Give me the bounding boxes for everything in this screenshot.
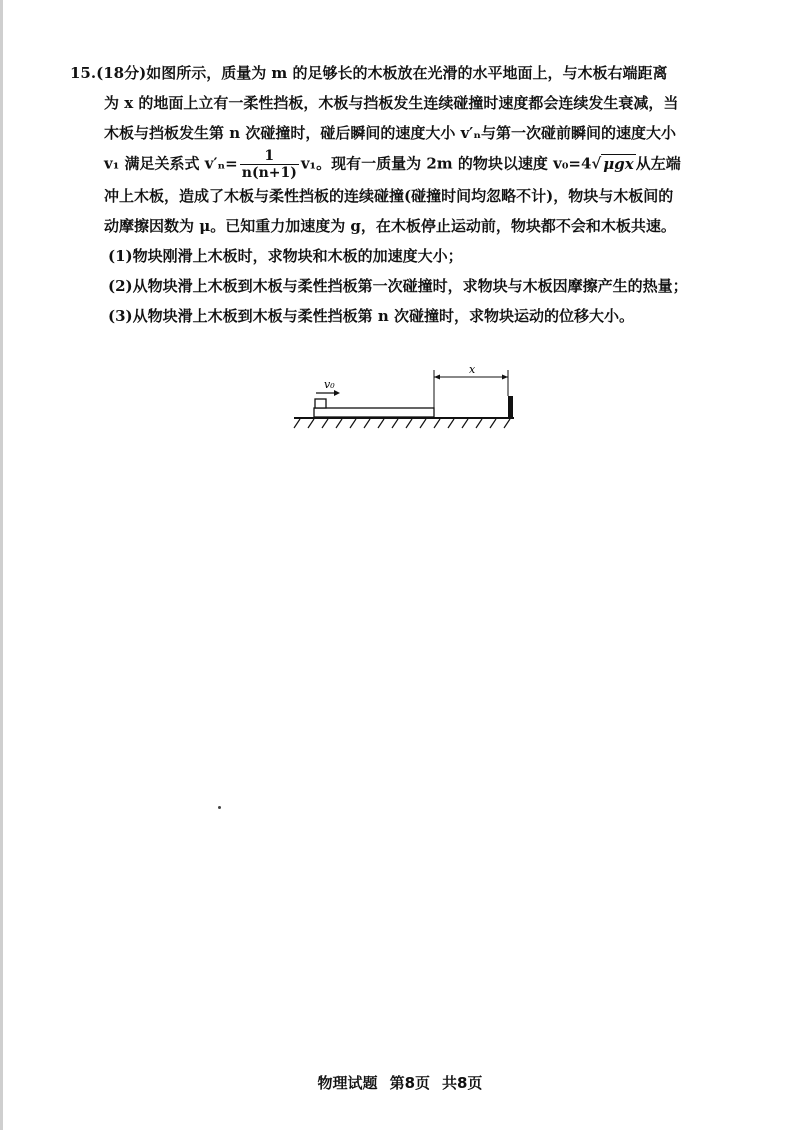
fraction-numerator: 1: [240, 148, 299, 165]
velocity-arrowhead: [334, 390, 340, 396]
question-score: (18分): [96, 64, 147, 82]
question-15: [70, 58, 738, 331]
scan-edge: [0, 0, 3, 1130]
flexible-barrier: [508, 396, 513, 418]
x-label: x: [469, 363, 476, 376]
question-text-1: 如图所示，质量为 m 的足够长的木板放在光滑的水平地面上，与木板右端距离: [146, 64, 668, 82]
dimension-arrow-right: [502, 375, 508, 380]
fraction: [240, 148, 299, 181]
footer-subject: 物理试题: [317, 1074, 378, 1092]
diagram: [292, 362, 524, 430]
scan-dot: [218, 806, 221, 809]
wooden-board: [314, 408, 434, 417]
relation-suffix: 从左端: [635, 154, 681, 173]
v0-label: v₀: [324, 378, 335, 391]
question-number: 15.: [70, 64, 97, 82]
question-line-4: [70, 148, 738, 181]
question-line-5: 冲上木板，造成了木板与柔性挡板的连续碰撞(碰撞时间均忽略不计)，物块与木板间的: [104, 187, 674, 205]
ground-hatching: [294, 419, 510, 428]
question-line-3: 木板与挡板发生第 n 次碰撞时，碰后瞬间的速度大小 v′ₙ与第一次碰前瞬间的速度大小: [104, 124, 677, 142]
dimension-arrow-left: [434, 375, 440, 380]
relation-prefix: v₁ 满足关系式 v′ₙ=: [104, 154, 238, 173]
question-line-6: 动摩擦因数为 μ。已知重力加速度为 g，在木板停止运动前，物块都不会和木板共速。: [104, 217, 676, 235]
sqrt-sign: √: [591, 154, 602, 173]
question-line-1: [70, 58, 738, 88]
page-footer: [0, 1072, 800, 1093]
footer-total: 共8页: [442, 1074, 483, 1092]
sub-question-1: (1)物块刚滑上木板时，求物块和木板的加速度大小；: [108, 247, 463, 265]
fraction-denominator: n(n+1): [241, 165, 297, 181]
sqrt-body: μgx: [603, 154, 634, 173]
sub-question-2: (2)从物块滑上木板到木板与柔性挡板第一次碰撞时，求物块与木板因摩擦产生的热量；: [108, 277, 688, 295]
sub-question-3: (3)从物块滑上木板到木板与柔性挡板第 n 次碰撞时，求物块运动的位移大小。: [108, 307, 634, 325]
question-line-2: 为 x 的地面上立有一柔性挡板，木板与挡板发生连续碰撞时速度都会连续发生衰减，当: [104, 94, 679, 112]
block: [315, 399, 326, 408]
relation-middle: v₁。现有一质量为 2m 的物块以速度 v₀=4: [300, 154, 592, 173]
footer-page: 第8页: [389, 1074, 430, 1092]
